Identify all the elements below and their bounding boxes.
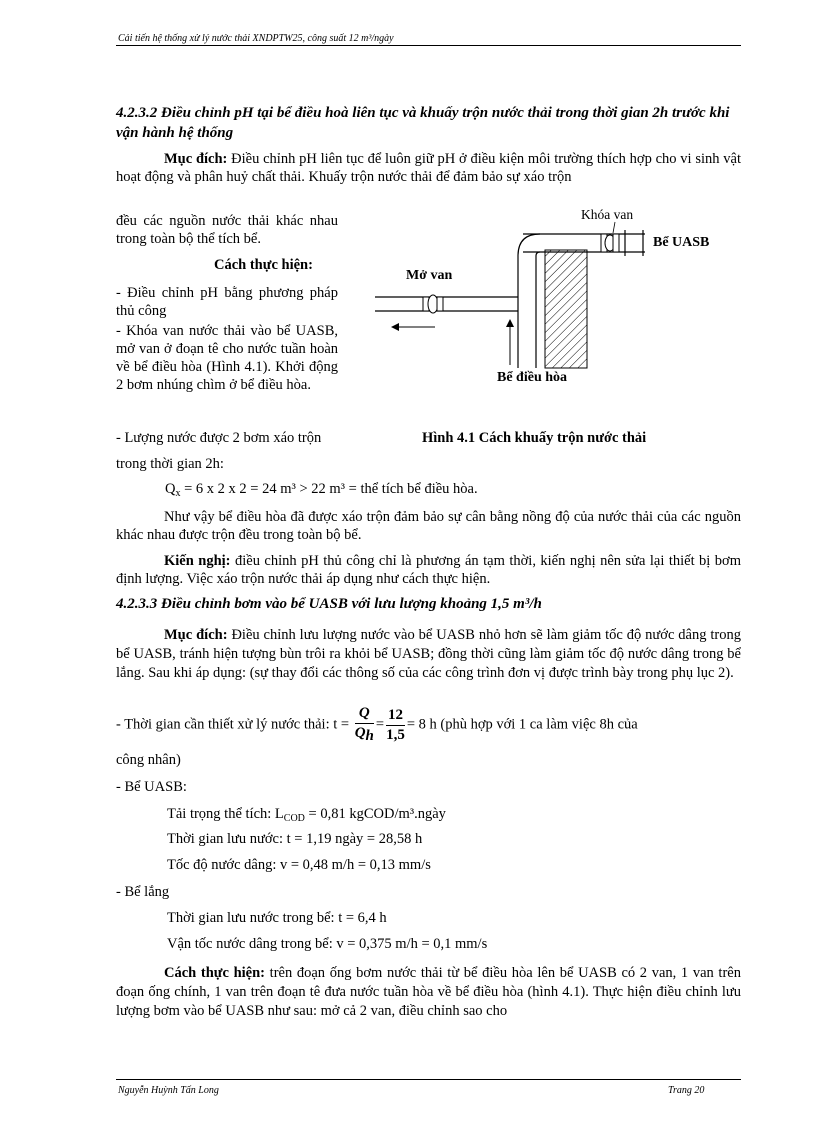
treatment-time-line: - Thời gian cần thiết xử lý nước thải: t = $\frac{Q}{Qh}$ = $\frac{12}{1,5}$ = 8 h (phù hợp với 1 ca làm việc 8h của — [116, 705, 638, 744]
uasb-label: - Bể UASB: — [116, 779, 187, 795]
footer-author: Nguyễn Huỳnh Tấn Long — [118, 1085, 219, 1096]
open-valve-icon — [423, 295, 443, 313]
method-paragraph-2: Cách thực hiện: trên đoạn ống bơm nước thải từ bể điều hòa lên bể UASB có 2 van, 1 van trên đoạn ống chính, 1 van trên đoạn tê đưa nước tuần hòa về bể điều hòa (hình 4.1). Thực hiện điều chỉnh lưu lượng bơm vào bể UASB như sau: mở cả 2 van, điều chỉnh sao cho — [116, 965, 741, 1019]
settling-velocity: Vận tốc nước dâng trong bể: v = 0,375 m/h = 0,1 mm/s — [167, 936, 488, 952]
purpose-text: Điều chỉnh pH liên tục để luôn giữ pH ở điều kiện môi trường thích hợp cho vi sinh vật hoạt động và phân huỷ chất thải. Khuấy trộn nước thải để đảm bảo sự xáo trộn — [116, 151, 742, 185]
tank-wall — [545, 250, 587, 368]
purpose-paragraph-2: Mục đích: Điều chỉnh lưu lượng nước vào bể UASB nhỏ hơn sẽ làm giảm tốc độ nước dâng trong bể UASB, tránh hiện tượng bùn trôi ra khỏi bể UASB; đồng thời cũng làm giảm tốc độ nước dâng trong bể lắng. Sau khi áp dụng: (sự thay đổi các thông số của các công trình đơn vị được trình bày trong phụ lục 2). — [116, 627, 742, 681]
method-item-1: - Điều chỉnh pH bằng phương pháp thủ công — [116, 285, 338, 319]
uasb-velocity: Tốc độ nước dâng: v = 0,48 m/h = 0,13 mm/s — [167, 857, 431, 873]
settling-time: Thời gian lưu nước trong bể: t = 6,4 h — [167, 910, 387, 926]
section-heading-4-2-3-3: 4.2.3.3 Điều chỉnh bơm vào bể UASB với lưu lượng khoảng 1,5 m³/h — [116, 596, 542, 612]
treatment-time-cont: công nhân) — [116, 752, 181, 768]
label-equalization-tank: Bể điều hòa — [497, 370, 568, 385]
uasb-retention: Thời gian lưu nước: t = 1,19 ngày = 28,58 h — [167, 831, 423, 847]
recommendation-label: Kiến nghị: — [164, 553, 231, 569]
figure-caption: Hình 4.1 Cách khuấy trộn nước thải — [422, 430, 647, 446]
tee-branch-pipe — [375, 297, 518, 311]
uasb-outlet — [623, 230, 645, 256]
label-uasb: Bể UASB — [653, 235, 710, 250]
page-header: Cải tiến hệ thống xử lý nước thải XNDPTW25, công suất 12 m³/ngày — [118, 33, 394, 44]
method-heading: Cách thực hiện: — [214, 257, 313, 273]
closed-valve-icon — [601, 234, 619, 252]
label-valve-closed: Khóa van — [581, 207, 634, 222]
uasb-load: Tải trọng thể tích: $L_{COD} = 0,81$ kgCOD/m³.ngày — [167, 806, 446, 824]
fraction-12-over-1-5: $\frac{12}{1,5}$ — [386, 706, 405, 743]
method-label-2: Cách thực hiện: — [164, 965, 265, 981]
method-item-3: - Lượng nước được 2 bơm xáo trộn — [116, 430, 322, 446]
valve-leader-line — [613, 222, 615, 233]
method-item-3-cont: trong thời gian 2h: — [116, 456, 224, 472]
mixing-volume-formula: $Q_x = 6$ x 2 x 2 = 24 m³ > 22 m³ = thể tích bể điều hòa. — [165, 481, 478, 499]
method-item-2: - Khóa van nước thải vào bể UASB, mở van ở đoạn tê cho nước tuần hoàn về bể điều hòa (Hình 4.1). Khởi động 2 bơm nhúng chìm ở bể điều hòa. — [116, 323, 338, 393]
vertical-pipe — [518, 256, 536, 368]
recommendation-paragraph: Kiến nghị: điều chỉnh pH thủ công chỉ là phương án tạm thời, kiến nghị nên sửa lại thiết bị bơm định lượng. Việc xáo trộn nước thải áp dụng như cách thực hiện. — [116, 553, 741, 587]
up-flow-arrow-icon — [506, 319, 514, 365]
section-heading-4-2-3-2: 4.2.3.2 Điều chỉnh pH tại bể điều hoà liên tục và khuấy trộn nước thải trong thời gian 2h trước khi vận hành hệ thống — [116, 105, 730, 141]
left-flow-arrow-icon — [391, 323, 435, 331]
footer-rule — [116, 1079, 741, 1080]
purpose-label-2: Mục đích: — [164, 627, 228, 643]
mixing-paragraph: đều các nguồn nước thải khác nhau trong toàn bộ thể tích bể. — [116, 213, 338, 247]
fraction-q-over-qh: $\frac{Q}{Qh}$ — [354, 705, 374, 744]
settling-label: - Bể lắng — [116, 884, 170, 900]
balance-paragraph: Như vậy bể điều hòa đã được xáo trộn đảm bảo sự cân bằng nồng độ của nước thải của các nguồn khác nhau được trộn đều trong toàn bộ bể. — [116, 509, 741, 543]
purpose-label: Mục đích: — [164, 151, 228, 167]
pipe-elbow — [518, 234, 540, 256]
purpose-paragraph — [116, 150, 741, 186]
label-valve-open: Mở van — [406, 268, 453, 283]
header-rule — [116, 45, 741, 46]
footer-page-number: Trang 20 — [668, 1085, 705, 1096]
